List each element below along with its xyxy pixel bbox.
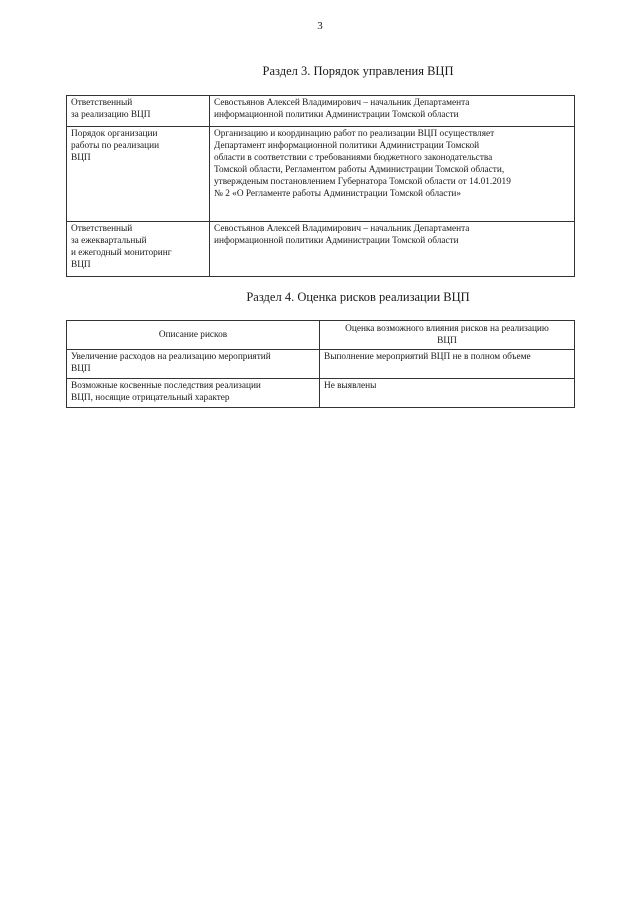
column-header-impact: Оценка возможного влияния рисков на реализацию ВЦП xyxy=(320,321,575,350)
management-table xyxy=(66,95,575,277)
risk-impact: Не выявлены xyxy=(320,379,575,408)
table-row xyxy=(67,96,575,127)
table-row xyxy=(67,379,575,408)
row-label-monitoring: Ответственный за ежеквартальный и ежегодный мониторинг ВЦП xyxy=(67,222,210,277)
section-4-title: Раздел 4. Оценка рисков реализации ВЦП xyxy=(246,290,470,304)
row-label-responsible: Ответственный за реализацию ВЦП xyxy=(67,96,210,127)
risk-table xyxy=(66,320,575,408)
risk-description: Увеличение расходов на реализацию мероприятий ВЦП xyxy=(67,350,320,379)
column-header-risks: Описание рисков xyxy=(67,321,320,350)
page-number: 3 xyxy=(317,20,323,32)
row-label-organization: Порядок организации работы по реализации ВЦП xyxy=(67,127,210,222)
row-value-organization: Организацию и координацию работ по реализации ВЦП осуществляет Департамент информационной политики Администрации Томской области в соответствии с требованиями бюджетного законодательства Томской области, Регламентом работы Администрации Томской области, утвержденым постановлением Губернатора Томской области от 14.01.2019 № 2 «О Регламенте работы Администрации Томской области» xyxy=(210,127,575,222)
section-3-title: Раздел 3. Порядок управления ВЦП xyxy=(262,64,454,78)
row-value-responsible: Севостьянов Алексей Владимирович – начальник Департамента информационной политики Администрации Томской области xyxy=(210,96,575,127)
table-row xyxy=(67,222,575,277)
risk-description: Возможные косвенные последствия реализации ВЦП, носящие отрицательный характер xyxy=(67,379,320,408)
risk-impact: Выполнение мероприятий ВЦП не в полном объеме xyxy=(320,350,575,379)
row-value-monitoring: Севостьянов Алексей Владимирович – начальник Департамента информационной политики Администрации Томской области xyxy=(210,222,575,277)
table-header-row xyxy=(67,321,575,350)
table-row xyxy=(67,127,575,222)
table-row xyxy=(67,350,575,379)
